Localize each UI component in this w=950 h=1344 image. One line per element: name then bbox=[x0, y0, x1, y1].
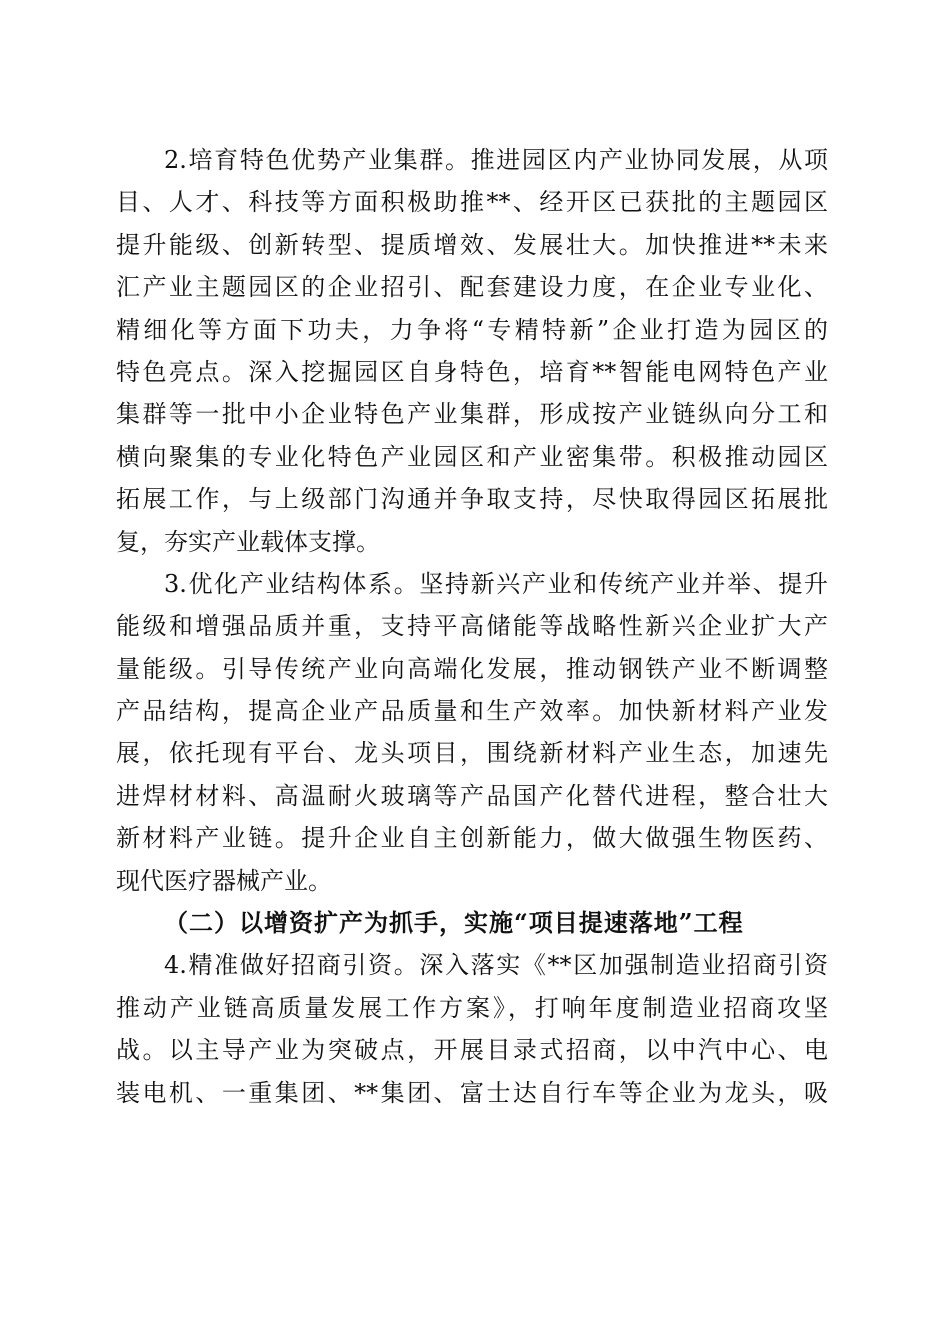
paragraph-line: 复，夯实产业载体支撑。 bbox=[116, 527, 380, 556]
paragraph-line: 目、人才、科技等方面积极助推**、经开区已获批的主题园区 bbox=[116, 188, 828, 217]
paragraph-3 bbox=[116, 563, 828, 902]
paragraph-line: 拓展工作，与上级部门沟通并争取支持，尽快取得园区拓展批 bbox=[116, 485, 828, 514]
paragraph-line: 新材料产业链。提升企业自主创新能力，做大做强生物医药、 bbox=[116, 824, 828, 853]
paragraph-line: 装电机、一重集团、**集团、富士达自行车等企业为龙头，吸 bbox=[116, 1078, 828, 1107]
paragraph-line: 特色亮点。深入挖掘园区自身特色，培育**智能电网特色产业 bbox=[116, 357, 828, 386]
paragraph-line: 进焊材材料、高温耐火玻璃等产品国产化替代进程，整合壮大 bbox=[116, 781, 828, 810]
paragraph-line: 战。以主导产业为突破点，开展目录式招商，以中汽中心、电 bbox=[116, 1036, 828, 1065]
paragraph-line: 提升能级、创新转型、提质增效、发展壮大。加快推进**未来 bbox=[116, 230, 828, 259]
paragraph-line: 能级和增强品质并重，支持平高储能等战略性新兴企业扩大产 bbox=[116, 612, 828, 641]
section-heading: （二）以增资扩产为抓手，实施“项目提速落地”工程 bbox=[164, 908, 744, 938]
paragraph-line: 2.培育特色优势产业集群。推进园区内产业协同发展，从项 bbox=[164, 146, 828, 174]
paragraph-line: 3.优化产业结构体系。坚持新兴产业和传统产业并举、提升 bbox=[164, 569, 828, 598]
paragraph-line: 汇产业主题园区的企业招引、配套建设力度，在企业专业化、 bbox=[116, 273, 828, 302]
paragraph-line: 横向聚集的专业化特色产业园区和产业密集带。积极推动园区 bbox=[116, 442, 828, 471]
paragraph-line: 精细化等方面下功夫，力争将“专精特新”企业打造为园区的 bbox=[116, 315, 828, 344]
paragraph-line: 推动产业链高质量发展工作方案》，打响年度制造业招商攻坚 bbox=[116, 993, 828, 1022]
paragraph-line: 展，依托现有平台、龙头项目，围绕新材料产业生态，加速先 bbox=[116, 739, 828, 768]
paragraph-line: 4.精准做好招商引资。深入落实《**区加强制造业招商引资 bbox=[164, 951, 828, 980]
paragraph-line: 集群等一批中小企业特色产业集群，形成按产业链纵向分工和 bbox=[116, 400, 828, 429]
document-body bbox=[116, 139, 828, 1114]
paragraph-4 bbox=[116, 944, 828, 1114]
paragraph-line: 量能级。引导传统产业向高端化发展，推动钢铁产业不断调整 bbox=[116, 654, 828, 683]
paragraph-line: 现代医疗器械产业。 bbox=[116, 866, 332, 895]
paragraph-line: 产品结构，提高企业产品质量和生产效率。加快新材料产业发 bbox=[116, 697, 828, 726]
paragraph-2 bbox=[116, 139, 828, 563]
